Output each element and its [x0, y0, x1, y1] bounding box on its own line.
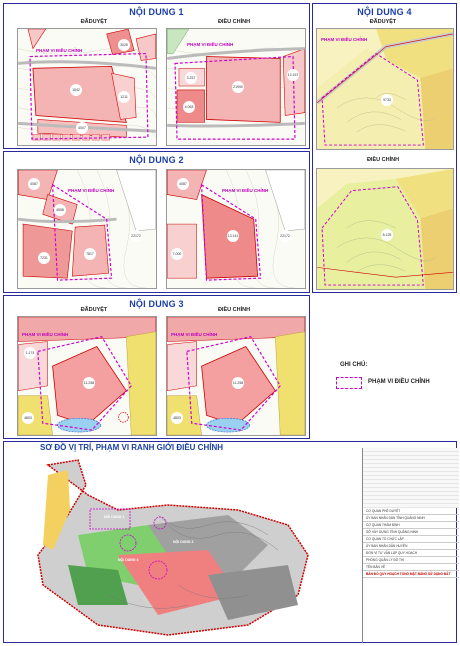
nd4-title: NỘI DUNG 4 — [357, 7, 412, 17]
nd4-bottom-label: ĐIỀU CHỈNH — [366, 157, 400, 163]
nd1-left-scope-tag: PHẠM VI ĐIỀU CHỈNH — [36, 48, 83, 53]
nd4-lot: 9733 — [381, 94, 393, 106]
overview-title: SƠ ĐỒ VỊ TRÍ, PHẠM VI RANH GIỚI ĐIỀU CHỈNH — [40, 443, 223, 452]
nd2-map-adjusted — [166, 169, 306, 289]
overview-label-nd2: NỘI DUNG 2 — [132, 503, 153, 507]
section-nd4 — [312, 3, 457, 293]
nd4-scope-tag: PHẠM VI ĐIỀU CHỈNH — [321, 37, 368, 42]
side-line: CƠ QUAN TỔ CHỨC LẬP — [363, 536, 459, 543]
nd2-right-lot: 22172 — [279, 230, 291, 242]
nd3-left-scope-tag: PHẠM VI ĐIỀU CHỈNH — [22, 332, 69, 337]
nd3-title: NỘI DUNG 3 — [129, 299, 184, 309]
nd3-right-label: ĐIỀU CHỈNH — [217, 307, 251, 313]
nd4-map-approved — [316, 28, 454, 150]
nd2-left-lot: 4558 — [54, 204, 66, 216]
overview-label-nd1: NỘI DUNG 1 — [104, 515, 125, 519]
nd1-right-lot: 12.157 — [287, 69, 299, 81]
side-line: ỦY BAN NHÂN DÂN TỈNH QUẢNG NINH — [363, 515, 459, 522]
nd3-map-adjusted — [166, 316, 306, 436]
side-line: TÊN BẢN VẼ — [363, 564, 459, 571]
legend-scope-swatch — [336, 377, 362, 389]
nd2-left-lot: 7817 — [84, 248, 96, 260]
overview-drawing — [8, 455, 360, 640]
nd2-left-lot: 22172 — [130, 230, 142, 242]
nd3-right-lot: 11.258 — [232, 377, 244, 389]
nd2-right-lot: 4087 — [177, 178, 189, 190]
nd2-right-lot: 7.000 — [171, 248, 183, 260]
nd1-map-approved — [17, 28, 157, 146]
side-line: SỞ XÂY DỰNG TỈNH QUẢNG NINH — [363, 529, 459, 536]
nd1-left-lot: 1542 — [70, 84, 82, 96]
nd1-left-lot: 4007 — [76, 122, 88, 134]
nd3-left-lot: 11.258 — [83, 377, 95, 389]
section-nd2 — [3, 151, 310, 293]
nd3-left-label: ĐÃDUYỆT — [80, 307, 108, 313]
section-nd1 — [3, 3, 310, 149]
legend-title: GHI CHÚ: — [340, 362, 368, 368]
nd1-right-lot: 21990 — [232, 81, 244, 93]
overview-map — [8, 455, 360, 640]
nd1-right-lot: 3.257 — [185, 72, 197, 84]
section-nd3 — [3, 295, 310, 439]
nd4-approved-drawing — [317, 29, 453, 149]
nd2-title: NỘI DUNG 2 — [129, 155, 184, 165]
side-line: ĐƠN VỊ TƯ VẤN LẬP QUY HOẠCH — [363, 550, 459, 557]
overview-legend-panel — [362, 448, 459, 643]
nd3-map-approved — [17, 316, 157, 436]
nd3-right-lot: 4803 — [171, 412, 183, 424]
legend-scope-label: PHẠM VI ĐIỀU CHỈNH — [368, 379, 430, 385]
nd3-left-lot: 1.174 — [24, 347, 36, 359]
nd4-top-label: ĐÃDUYỆT — [369, 19, 397, 25]
nd2-left-lot: 4087 — [28, 178, 40, 190]
nd1-left-label: ĐÃDUYỆT — [80, 19, 108, 25]
nd1-right-scope-tag: PHẠM VI ĐIỀU CHỈNH — [187, 42, 234, 47]
overview-label-nd3: NỘI DUNG 3 — [173, 540, 194, 544]
nd1-left-lot: 1211 — [118, 91, 130, 103]
nd2-left-lot: 7231 — [38, 252, 50, 264]
nd2-right-scope-tag: PHẠM VI ĐIỀU CHỈNH — [222, 188, 269, 193]
nd1-left-lot: 3025 — [118, 39, 130, 51]
side-line: PHÒNG QUẢN LÝ ĐÔ THỊ — [363, 557, 459, 564]
side-line: CƠ QUAN THẨM ĐỊNH — [363, 522, 459, 529]
side-line-drawing-name: BẢN ĐỒ QUY HOẠCH TỔNG MẶT BẰNG SỬ DỤNG ĐẤT — [363, 571, 459, 578]
overview-legend-swatches — [363, 448, 459, 508]
nd1-right-label: ĐIỀU CHỈNH — [217, 19, 251, 25]
nd4-map-adjusted — [316, 168, 454, 290]
nd1-title: NỘI DUNG 1 — [129, 7, 184, 17]
nd1-right-lot: 4.063 — [183, 101, 195, 113]
side-line: CƠ QUAN PHÊ DUYỆT — [363, 508, 459, 515]
nd3-right-scope-tag: PHẠM VI ĐIỀU CHỈNH — [171, 332, 218, 337]
nd2-map-approved — [17, 169, 157, 289]
nd1-map-adjusted — [166, 28, 306, 146]
nd4-lot: 8.125 — [381, 229, 393, 241]
nd3-left-lot: 4803 — [22, 412, 34, 424]
side-line: ỦY BAN NHÂN DÂN HUYỆN — [363, 543, 459, 550]
nd2-right-lot: 13.141 — [227, 230, 239, 242]
nd2-left-scope-tag: PHẠM VI ĐIỀU CHỈNH — [68, 188, 115, 193]
overview-label-nd4: NỘI DUNG 4 — [118, 558, 139, 562]
